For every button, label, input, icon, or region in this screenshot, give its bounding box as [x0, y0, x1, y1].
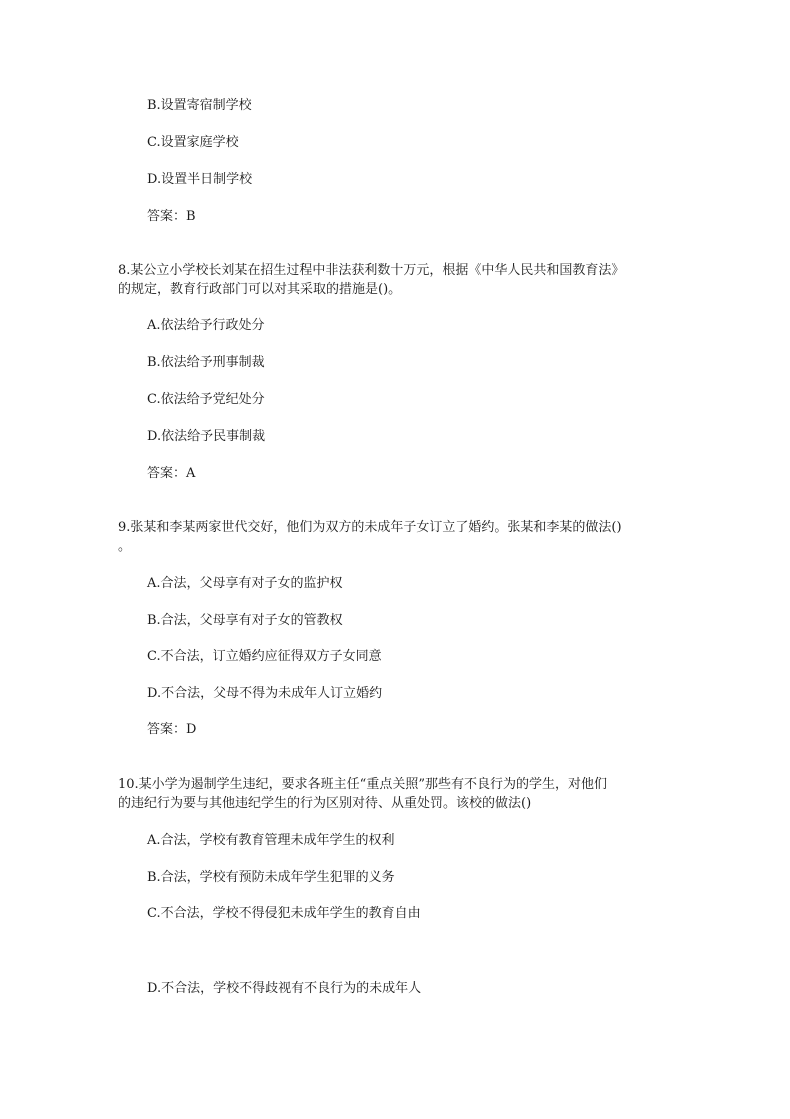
option-b: B.设置寄宿制学校 — [147, 98, 252, 113]
question-8-option-a: A.依法给予行政处分 — [147, 318, 265, 333]
question-9-line-1: 9.张某和李某两家世代交好，他们为双方的未成年子女订立了婚约。张某和李某的做法() — [118, 520, 622, 535]
question-8-line-2: 的规定，教育行政部门可以对其采取的措施是()。 — [118, 282, 402, 297]
question-9-option-c: C.不合法，订立婚约应征得双方子女同意 — [147, 649, 382, 664]
question-9-option-b: B.合法，父母享有对子女的管教权 — [147, 613, 343, 628]
question-9-option-d: D.不合法，父母不得为未成年人订立婚约 — [147, 686, 383, 701]
question-8-option-d: D.依法给予民事制裁 — [147, 429, 266, 444]
question-8-answer: 答案：A — [147, 466, 196, 481]
question-9-answer: 答案：D — [147, 722, 197, 737]
question-8-option-c: C.依法给予党纪处分 — [147, 392, 265, 407]
question-9-option-a: A.合法，父母享有对子女的监护权 — [147, 576, 343, 591]
question-10-option-d: D.不合法，学校不得歧视有不良行为的未成年人 — [147, 981, 422, 996]
option-d: D.设置半日制学校 — [147, 172, 253, 187]
question-10-option-c: C.不合法，学校不得侵犯未成年学生的教育自由 — [147, 906, 421, 921]
question-10-option-a: A.合法，学校有教育管理未成年学生的权利 — [147, 833, 395, 848]
question-10-line-2: 的违纪行为要与其他违纪学生的行为区别对待、从重处罚。该校的做法() — [118, 796, 532, 811]
question-10-line-1: 10.某小学为遏制学生违纪，要求各班主任“重点关照”那些有不良行为的学生，对他们 — [118, 777, 607, 792]
option-c: C.设置家庭学校 — [147, 135, 239, 150]
question-10-option-b: B.合法，学校有预防未成年学生犯罪的义务 — [147, 870, 395, 885]
question-8-line-1: 8.某公立小学校长刘某在招生过程中非法获利数十万元，根据《中华人民共和国教育法》 — [118, 263, 625, 278]
answer: 答案：B — [147, 209, 196, 224]
question-9-line-2: 。 — [118, 539, 132, 554]
question-8-option-b: B.依法给予刑事制裁 — [147, 355, 265, 370]
